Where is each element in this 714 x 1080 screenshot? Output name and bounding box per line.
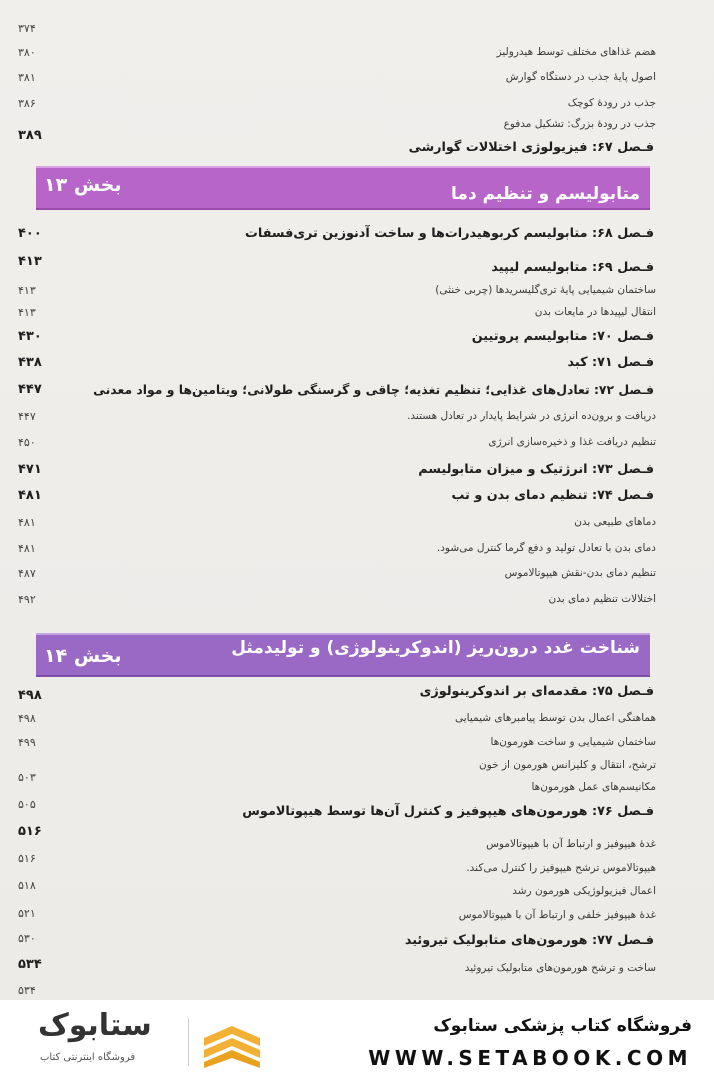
part-13-banner	[36, 166, 650, 210]
page-number: ۴۹۸	[18, 688, 42, 703]
page-number: ۵۱۸	[18, 879, 36, 892]
entry-title: اختلالات تنظیم دمای بدن	[548, 593, 656, 605]
store-logo-wordmark[interactable]: ستابوک	[38, 1008, 152, 1043]
entry-title: ساختمان شیمیایی و ساخت هورمون‌ها	[490, 736, 656, 748]
page-number: ۳۷۴	[18, 22, 36, 35]
store-footer	[0, 1000, 714, 1080]
entry-title: دماهای طبیعی بدن	[574, 516, 656, 528]
chapter-title: فـصل ۶۸: متابولیسم کربوهیدرات‌ها و ساخت آدنوزین تری‌فسفات	[245, 226, 654, 241]
page-number: ۳۸۱	[18, 71, 36, 84]
page-number: ۴۹۹	[18, 736, 36, 749]
part-label: بخش ۱۴	[44, 645, 122, 667]
page-number: ۴۹۸	[18, 712, 36, 725]
page-number: ۴۵۰	[18, 436, 36, 449]
logo-divider	[188, 1018, 189, 1066]
page-number: ۵۳۰	[18, 932, 36, 945]
entry-title: هضم غذاهای مختلف توسط هیدرولیز	[496, 46, 656, 58]
entry-title: غدهٔ هیپوفیز و ارتباط آن با هیپوتالاموس	[486, 838, 656, 850]
entry-title: جذب در رودهٔ کوچک	[567, 97, 656, 109]
entry-title: تنظیم دمای بدن-نقش هیپوتالاموس	[504, 567, 656, 579]
entry-title: هیپوتالاموس ترشح هیپوفیز را کنترل می‌کند.	[466, 862, 656, 874]
page-number: ۵۱۶	[18, 852, 36, 865]
page-number: ۵۳۴	[18, 957, 42, 972]
page-number: ۴۴۷	[18, 410, 36, 423]
page-number: ۳۸۹	[18, 128, 42, 143]
entry-title: تنظیم دریافت غذا و ذخیره‌سازی انرژی	[488, 436, 656, 448]
part-title: شناخت غدد درون‌ریز (اندوکرینولوژی) و تولیدمثل	[231, 638, 640, 658]
chapter-title: فـصل ۷۵: مقدمه‌ای بر اندوکرینولوژی	[419, 684, 654, 699]
chapter-title: فـصل ۷۴: تنظیم دمای بدن و تب	[451, 488, 654, 503]
entry-title: اصول پایهٔ جذب در دستگاه گوارش	[505, 71, 656, 83]
entry-title: مکانیسم‌های عمل هورمون‌ها	[531, 781, 656, 793]
page-number: ۴۱۳	[18, 284, 36, 297]
chapter-title: فـصل ۷۲: تعادل‌های غذایی؛ تنظیم تغذیه؛ چاقی و گرسنگی طولانی؛ ویتامین‌ها و مواد معدنی	[93, 382, 654, 397]
page-number: ۴۹۲	[18, 593, 36, 606]
entry-title: دریافت و برون‌ده انرژی در شرایط پایدار در تعادل هستند.	[407, 410, 656, 422]
page-number: ۴۰۰	[18, 226, 42, 241]
page-number: ۵۳۴	[18, 984, 36, 997]
entry-title: ساختمان شیمیایی پایهٔ تری‌گلیسریدها (چربی خنثی)	[435, 284, 656, 296]
page-number: ۴۸۱	[18, 488, 42, 503]
book-emblem-icon	[200, 1020, 264, 1070]
page-number: ۴۱۳	[18, 306, 36, 319]
chapter-title: فـصل ۷۳: انرژتیک و میزان متابولیسم	[418, 462, 654, 477]
page-number: ۳۸۰	[18, 46, 36, 59]
page-number: ۴۸۱	[18, 516, 36, 529]
entry-title: ساخت و ترشح هورمون‌های متابولیک تیروئید	[464, 962, 656, 974]
page-number: ۵۰۵	[18, 798, 36, 811]
page-number: ۴۴۷	[18, 382, 42, 397]
page-number: ۴۷۱	[18, 462, 42, 477]
page-number: ۴۳۸	[18, 355, 42, 370]
chapter-title: فـصل ۷۱: کبد	[567, 355, 654, 370]
chapter-title: فـصل ۷۶: هورمون‌های هیپوفیز و کنترل آن‌ها توسط هیپوتالاموس	[242, 804, 654, 819]
entry-title: انتقال لیپیدها در مایعات بدن	[534, 306, 656, 318]
page-number: ۴۸۷	[18, 567, 36, 580]
page-number: ۴۳۰	[18, 329, 42, 344]
part-14-banner	[36, 633, 650, 677]
page-number: ۳۸۶	[18, 97, 36, 110]
chapter-title: فـصل ۶۹: متابولیسم لیپید	[491, 260, 654, 275]
page-number: ۵۱۶	[18, 824, 42, 839]
page-number: ۵۲۱	[18, 907, 36, 920]
store-logo-tagline: فروشگاه اینترنتی کتاب	[40, 1052, 136, 1063]
part-title: متابولیسم و تنظیم دما	[451, 184, 640, 204]
part-label: بخش ۱۳	[44, 174, 122, 196]
entry-title: غدهٔ هیپوفیز خلفی و ارتباط آن با هیپوتالاموس	[458, 909, 656, 921]
store-name: فروشگاه کتاب پزشکی ستابوک	[433, 1016, 692, 1036]
entry-title: جذب در رودهٔ بزرگ: تشکیل مدفوع	[503, 118, 656, 130]
entry-title: دمای بدن با تعادل تولید و دفع گرما کنترل می‌شود.	[436, 542, 656, 554]
chapter-title: فـصل ۷۰: متابولیسم پروتیین	[471, 329, 654, 344]
entry-title: هماهنگی اعمال بدن توسط پیامبرهای شیمیایی	[455, 712, 656, 724]
page-number: ۴۸۱	[18, 542, 36, 555]
chapter-title: فـصل ۶۷: فیزیولوژی اختلالات گوارشی	[408, 140, 654, 155]
entry-title: ترشح، انتقال و کلیرانس هورمون از خون	[479, 759, 656, 771]
page-number: ۵۰۳	[18, 771, 36, 784]
chapter-title: فـصل ۷۷: هورمون‌های متابولیک تیروئید	[404, 933, 654, 948]
store-url-link[interactable]: WWW.SETABOOK.COM	[368, 1046, 692, 1070]
entry-title: اعمال فیزیولوژیکی هورمون رشد	[512, 885, 656, 897]
page-number: ۴۱۳	[18, 254, 42, 269]
